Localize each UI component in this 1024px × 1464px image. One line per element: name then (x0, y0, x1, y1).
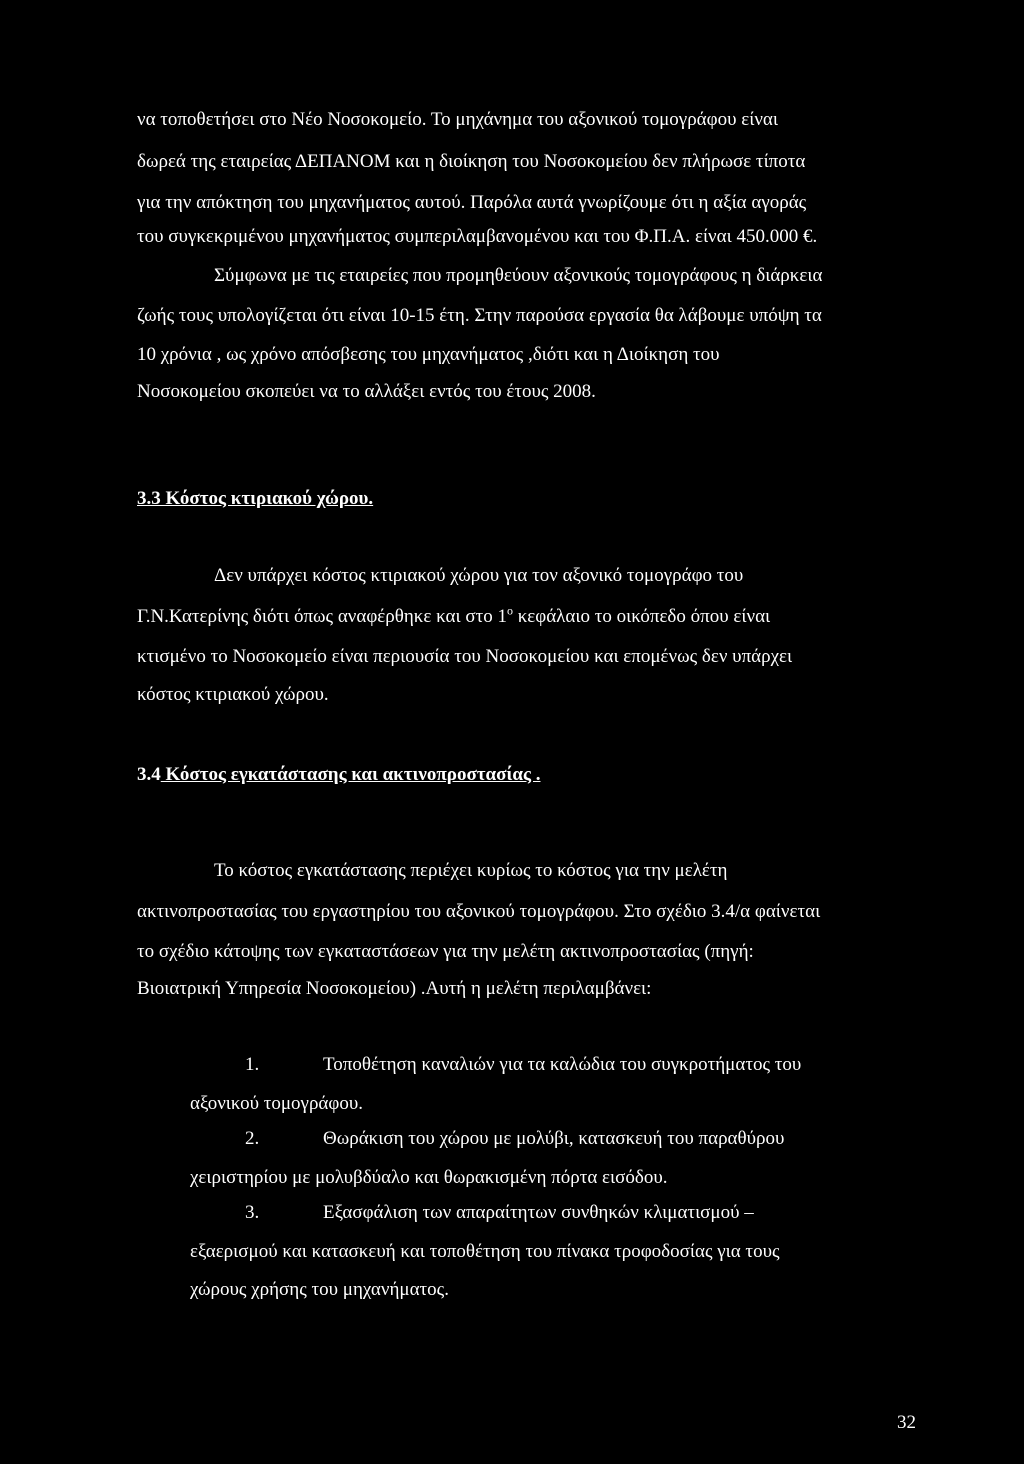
list-item-number: 1. (245, 1054, 260, 1075)
paragraph-line: του συγκεκριμένου μηχανήματος συμπεριλαμβανομένου και του Φ.Π.Α. είναι 450.000 €. (137, 226, 818, 247)
list-item-number: 2. (245, 1128, 260, 1149)
superscript: ο (506, 603, 513, 618)
paragraph-line: Σύμφωνα με τις εταιρείες που προμηθεύουν αξονικούς τομογράφους η διάρκεια (214, 265, 823, 286)
paragraph-line: κτισμένο το Νοσοκομείο είναι περιουσία του Νοσοκομείου και επομένως δεν υπάρχει (137, 646, 793, 667)
paragraph-line: Δεν υπάρχει κόστος κτιριακού χώρου για τον αξονικό τομογράφο του (214, 565, 744, 586)
text-segment: κεφάλαιο το οικόπεδο όπου είναι (512, 606, 771, 627)
page-number: 32 (897, 1412, 916, 1433)
paragraph-line: 10 χρόνια , ως χρόνο απόσβεσης του μηχανήματος ,διότι και η Διοίκηση του (137, 344, 720, 365)
list-item-continuation: αξονικού τομογράφου. (190, 1093, 364, 1114)
paragraph-line: ζωής τους υπολογίζεται ότι είναι 10-15 έτη. Στην παρούσα εργασία θα λάβουμε υπόψη τα (137, 305, 822, 326)
list-item: Εξασφάλιση των απαραίτητων συνθηκών κλιματισμού – (323, 1202, 754, 1223)
paragraph-line: Το κόστος εγκατάστασης περιέχει κυρίως το κόστος για την μελέτη (214, 860, 728, 881)
paragraph-line: ακτινοπροστασίας του εργαστηρίου του αξονικού τομογράφου. Στο σχέδιο 3.4/α φαίνεται (137, 901, 821, 922)
paragraph-line: κόστος κτιριακού χώρου. (137, 684, 329, 705)
paragraph-line: το σχέδιο κάτοψης των εγκαταστάσεων για την μελέτη ακτινοπροστασίας (πηγή: (137, 941, 754, 962)
list-item: Τοποθέτηση καναλιών για τα καλώδια του συγκροτήματος του (323, 1054, 802, 1075)
paragraph-line (137, 605, 770, 629)
paragraph-line: δωρεά της εταιρείας ΔΕΠΑΝΟΜ και η διοίκηση του Νοσοκομείου δεν πλήρωσε τίποτα (137, 151, 806, 172)
list-item-continuation: χώρους χρήσης του μηχανήματος. (190, 1279, 449, 1300)
paragraph-line: Βιοιατρική Υπηρεσία Νοσοκομείου) .Αυτή η μελέτη περιλαμβάνει: (137, 978, 652, 999)
section-heading-3-4 (137, 763, 541, 787)
section-heading-3-3: 3.3 Κόστος κτιριακού χώρου. (137, 488, 374, 509)
section-title: Κόστος εγκατάστασης και ακτινοπροστασίας . (160, 764, 541, 785)
paragraph-line: Νοσοκομείου σκοπεύει να το αλλάξει εντός του έτους 2008. (137, 381, 596, 402)
list-item-continuation: χειριστηρίου με μολυβδύαλο και θωρακισμένη πόρτα εισόδου. (190, 1167, 668, 1188)
text-segment: Γ.Ν.Κατερίνης διότι όπως αναφέρθηκε και στο 1 (137, 606, 507, 627)
list-item: Θωράκιση του χώρου με μολύβι, κατασκευή του παραθύρου (323, 1128, 785, 1149)
paragraph-line: να τοποθετήσει στο Νέο Νοσοκομείο. Το μηχάνημα του αξονικού τομογράφου είναι (137, 109, 778, 130)
section-number: 3.4 (137, 764, 161, 785)
list-item-continuation: εξαερισμού και κατασκευή και τοποθέτηση του πίνακα τροφοδοσίας για τους (190, 1241, 780, 1262)
list-item-number: 3. (245, 1202, 260, 1223)
paragraph-line: για την απόκτηση του μηχανήματος αυτού. Παρόλα αυτά γνωρίζουμε ότι η αξία αγοράς (137, 192, 807, 213)
